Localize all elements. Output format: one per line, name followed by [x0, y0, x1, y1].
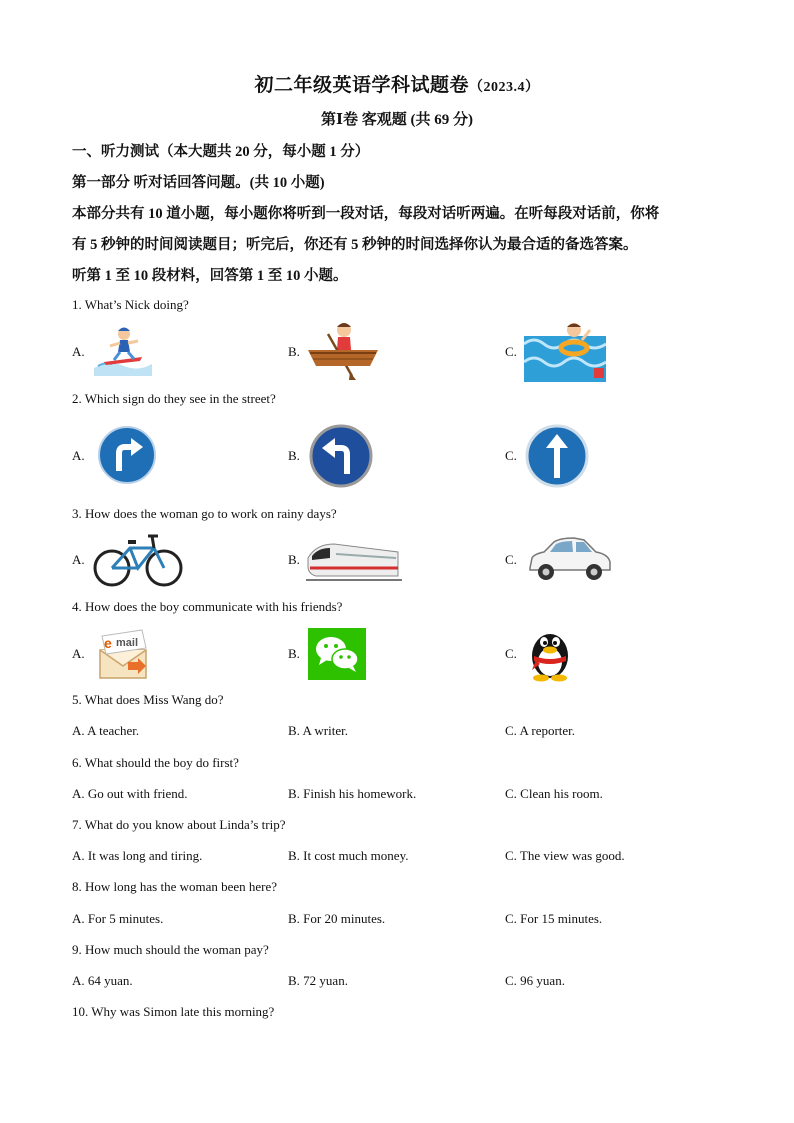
swimming-ring-picture [524, 318, 606, 382]
title-date: （2023.4） [469, 80, 540, 95]
instructions-line-3: 听第 1 至 10 段材料，回答第 1 至 10 小题。 [72, 268, 348, 284]
rowing-boat-picture [306, 320, 380, 382]
q9-option-b[interactable]: B. 72 yuan. [288, 973, 348, 988]
section-heading: 一、听力测试（本大题共 20 分，每小题 1 分） [72, 144, 370, 160]
email-letter: e [104, 635, 112, 651]
q8-option-a[interactable]: A. For 5 minutes. [72, 911, 164, 926]
turn-left-sign [309, 424, 373, 488]
question-4: 4. How does the boy communicate with his friends? [72, 599, 343, 614]
q1-option-c-label[interactable]: C. [505, 344, 517, 359]
q7-option-a[interactable]: A. It was long and tiring. [72, 848, 203, 863]
instructions-line-1: 本部分共有 10 道小题，每小题你将听到一段对话，每段对话听两遍。在听每段对话前，你将 [72, 206, 660, 222]
q6-option-a[interactable]: A. Go out with friend. [72, 786, 188, 801]
q9-option-c[interactable]: C. 96 yuan. [505, 973, 565, 988]
surfing-picture [90, 324, 156, 376]
q4-option-b-label[interactable]: B. [288, 646, 300, 661]
question-1: 1. What’s Nick doing? [72, 297, 189, 312]
email-icon [94, 626, 152, 682]
q6-option-c[interactable]: C. Clean his room. [505, 786, 603, 801]
q6-option-b[interactable]: B. Finish his homework. [288, 786, 417, 801]
section-subtitle: 第Ⅰ卷 客观题 (共 69 分) [320, 112, 473, 128]
email-label: mail [116, 637, 139, 649]
q5-option-a[interactable]: A. A teacher. [72, 723, 140, 738]
q8-option-b[interactable]: B. For 20 minutes. [288, 911, 386, 926]
wechat-icon [308, 628, 366, 680]
go-straight-sign [524, 424, 590, 488]
q9-option-a[interactable]: A. 64 yuan. [72, 973, 133, 988]
q2-option-c-label[interactable]: C. [505, 448, 517, 463]
q1-option-b-label[interactable]: B. [288, 344, 300, 359]
turn-right-sign [97, 425, 157, 485]
qq-penguin-icon [526, 624, 574, 682]
q3-option-a-label[interactable]: A. [72, 552, 85, 567]
q4-option-a-label[interactable]: A. [72, 646, 85, 661]
q5-option-b[interactable]: B. A writer. [288, 723, 348, 738]
q2-option-b-label[interactable]: B. [288, 448, 300, 463]
question-5: 5. What does Miss Wang do? [72, 692, 224, 707]
part-heading: 第一部分 听对话回答问题。(共 10 小题) [72, 175, 325, 191]
title-text: 初二年级英语学科试题卷 [254, 75, 469, 96]
q3-option-b-label[interactable]: B. [288, 552, 300, 567]
q7-option-b[interactable]: B. It cost much money. [288, 848, 409, 863]
q4-option-c-label[interactable]: C. [505, 646, 517, 661]
q7-option-c[interactable]: C. The view was good. [505, 848, 625, 863]
question-7: 7. What do you know about Linda’s trip? [72, 817, 286, 832]
question-6: 6. What should the boy do first? [72, 755, 239, 770]
bicycle-picture [92, 530, 184, 588]
q3-option-c-label[interactable]: C. [505, 552, 517, 567]
question-3: 3. How does the woman go to work on rainy days? [72, 506, 337, 521]
q2-option-a-label[interactable]: A. [72, 448, 85, 463]
q5-option-c[interactable]: C. A reporter. [505, 723, 576, 738]
question-8: 8. How long has the woman been here? [72, 879, 278, 894]
question-2: 2. Which sign do they see in the street? [72, 391, 276, 406]
question-10: 10. Why was Simon late this morning? [72, 1004, 275, 1019]
car-picture [526, 534, 612, 586]
q1-option-a-label[interactable]: A. [72, 344, 85, 359]
q8-option-c[interactable]: C. For 15 minutes. [505, 911, 603, 926]
high-speed-train-picture [306, 538, 402, 584]
page-title [0, 70, 794, 97]
question-9: 9. How much should the woman pay? [72, 942, 269, 957]
instructions-line-2: 有 5 秒钟的时间阅读题目；听完后，你还有 5 秒钟的时间选择你认为最合适的备选答案。 [72, 237, 638, 253]
